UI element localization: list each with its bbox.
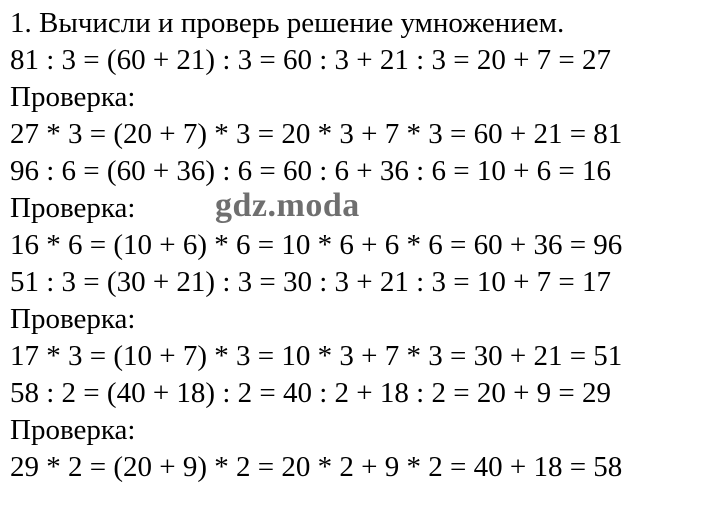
task-title: 1. Вычисли и проверь решение умножением. bbox=[10, 7, 565, 39]
line-check-27: 27 * 3 = (20 + 7) * 3 = 20 * 3 + 7 * 3 = 60 + 21 = 81 bbox=[10, 118, 623, 150]
line-division-81: 81 : 3 = (60 + 21) : 3 = 60 : 3 + 21 : 3 = 20 + 7 = 27 bbox=[10, 44, 612, 76]
line-check-17: 17 * 3 = (10 + 7) * 3 = 10 * 3 + 7 * 3 = 30 + 21 = 51 bbox=[10, 340, 623, 372]
line-division-58: 58 : 2 = (40 + 18) : 2 = 40 : 2 + 18 : 2 = 20 + 9 = 29 bbox=[10, 377, 612, 409]
check-label: Проверка: bbox=[10, 414, 136, 446]
check-label: Проверка: bbox=[10, 81, 136, 113]
watermark-logo: gdz.moda bbox=[215, 187, 360, 224]
check-label: Проверка: bbox=[10, 303, 136, 335]
line-check-16: 16 * 6 = (10 + 6) * 6 = 10 * 6 + 6 * 6 = 60 + 36 = 96 bbox=[10, 229, 623, 261]
line-division-96: 96 : 6 = (60 + 36) : 6 = 60 : 6 + 36 : 6 = 10 + 6 = 16 bbox=[10, 155, 612, 187]
solution-document bbox=[10, 5, 710, 486]
line-division-51: 51 : 3 = (30 + 21) : 3 = 30 : 3 + 21 : 3 = 10 + 7 = 17 bbox=[10, 266, 612, 298]
line-check-29: 29 * 2 = (20 + 9) * 2 = 20 * 2 + 9 * 2 = 40 + 18 = 58 bbox=[10, 451, 623, 483]
check-label: Проверка: bbox=[10, 192, 136, 224]
